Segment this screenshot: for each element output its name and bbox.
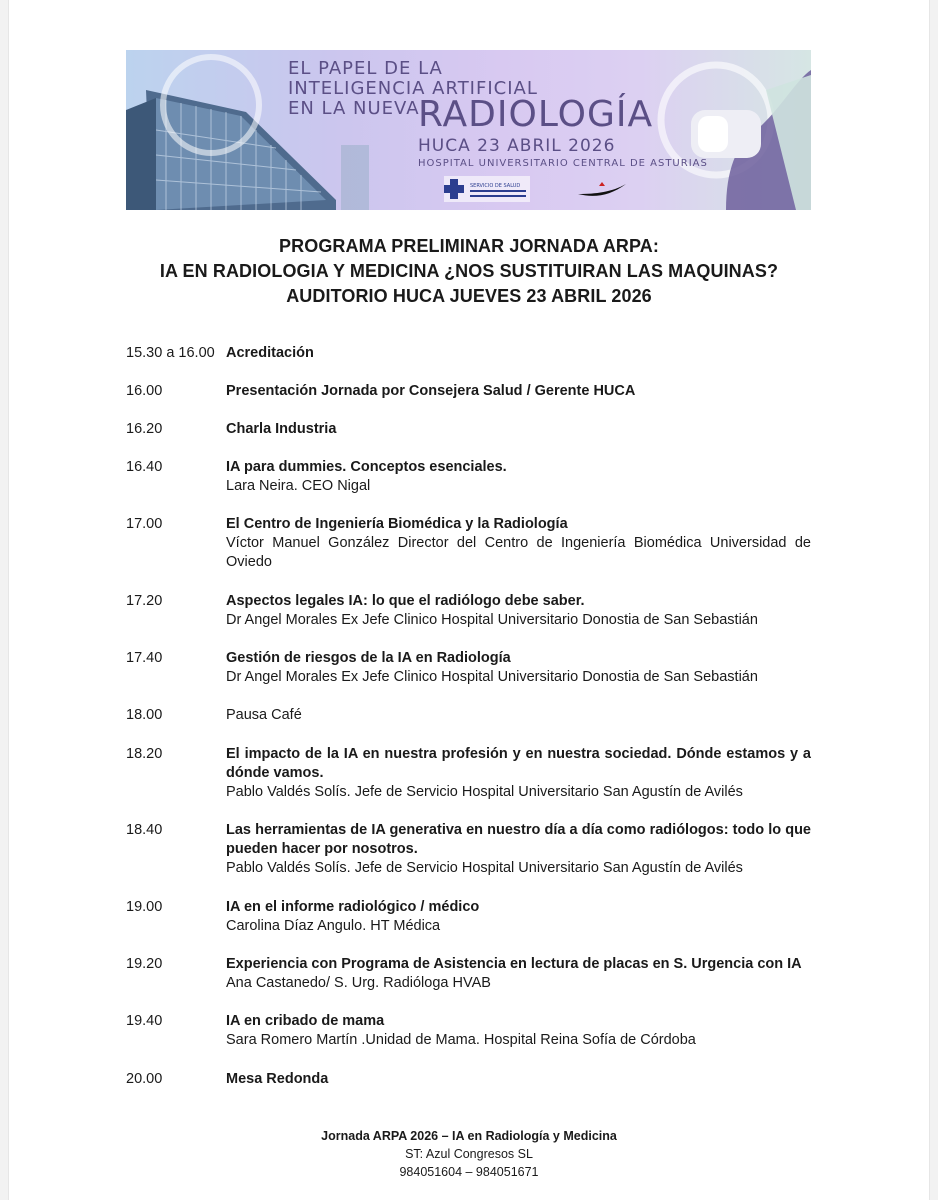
- page-edge-left: [0, 0, 9, 1200]
- arpa-logo: [576, 178, 628, 200]
- footer-secretariat: ST: Azul Congresos SL: [405, 1147, 533, 1161]
- session-title: Gestión de riesgos de la IA en Radiología: [226, 650, 511, 666]
- session-title: Las herramientas de IA generativa en nuestro día a día como radiólogos: todo lo que pueden hacer por nosotros.: [226, 822, 811, 857]
- program-subtitle: IA EN RADIOLOGIA Y MEDICINA ¿NOS SUSTITUIRAN LAS MAQUINAS?: [159, 261, 779, 281]
- footer-phones: 984051604 – 984051671: [399, 1165, 539, 1179]
- session-speaker: Lara Neira. CEO Nigal: [226, 478, 371, 494]
- session-title: Mesa Redonda: [226, 1071, 329, 1087]
- session-title: El impacto de la IA en nuestra profesión y en nuestra sociedad. Dónde estamos y a dónde vamos.: [226, 746, 811, 781]
- event-banner: [126, 50, 811, 210]
- schedule-time: 16.20: [126, 421, 163, 437]
- session-title: IA en cribado de mama: [226, 1013, 385, 1029]
- session-title: Acreditación: [226, 345, 314, 361]
- schedule-time: 17.00: [126, 516, 163, 532]
- schedule-time: 16.00: [126, 383, 163, 399]
- banner-line1: EL PAPEL DE LA: [288, 58, 443, 79]
- banner-line3: EN LA NUEVA: [288, 98, 420, 119]
- session-title: Presentación Jornada por Consejera Salud / Gerente HUCA: [226, 383, 636, 399]
- session-speaker: Dr Angel Morales Ex Jefe Clinico Hospital Universitario Donostia de San Sebastián: [226, 669, 758, 685]
- footer-event-name: Jornada ARPA 2026 – IA en Radiología y Medicina: [321, 1129, 617, 1143]
- session-speaker: Pablo Valdés Solís. Jefe de Servicio Hospital Universitario San Agustín de Avilés: [226, 784, 743, 800]
- schedule-time: 16.40: [126, 459, 163, 475]
- schedule-time: 18.40: [126, 822, 163, 838]
- session-speaker: Dr Angel Morales Ex Jefe Clinico Hospital Universitario Donostia de San Sebastián: [226, 612, 758, 628]
- schedule-time: 19.20: [126, 956, 163, 972]
- session-title: Charla Industria: [226, 421, 337, 437]
- session-title: Experiencia con Programa de Asistencia en lectura de placas en S. Urgencia con IA: [226, 956, 802, 972]
- servicio-salud-logo-text: SERVICIO DE SALUD: [470, 183, 521, 189]
- session-speaker: Víctor Manuel González Director del Centro de Ingeniería Biomédica Universidad de Oviedo: [226, 535, 811, 570]
- session-speaker: Pablo Valdés Solís. Jefe de Servicio Hospital Universitario San Agustín de Avilés: [226, 860, 743, 876]
- banner-date: HUCA 23 ABRIL 2026: [418, 136, 616, 156]
- program-venue-date: AUDITORIO HUCA JUEVES 23 ABRIL 2026: [286, 286, 652, 306]
- schedule-time: 17.20: [126, 593, 163, 609]
- session-title: Pausa Café: [226, 707, 302, 723]
- schedule-time: 19.40: [126, 1013, 163, 1029]
- banner-line2: INTELIGENCIA ARTIFICIAL: [288, 78, 538, 99]
- session-title: IA para dummies. Conceptos esenciales.: [226, 459, 507, 475]
- schedule-time: 15.30 a 16.00: [126, 345, 215, 361]
- session-title: IA en el informe radiológico / médico: [226, 899, 480, 915]
- banner-hospital: HOSPITAL UNIVERSITARIO CENTRAL DE ASTURIAS: [418, 158, 708, 169]
- schedule-time: 20.00: [126, 1071, 163, 1087]
- session-title: Aspectos legales IA: lo que el radiólogo debe saber.: [226, 593, 585, 609]
- program-title: PROGRAMA PRELIMINAR JORNADA ARPA:: [279, 236, 659, 256]
- servicio-salud-logo: [444, 176, 530, 202]
- session-speaker: Sara Romero Martín .Unidad de Mama. Hospital Reina Sofía de Córdoba: [226, 1032, 696, 1048]
- schedule-time: 19.00: [126, 899, 163, 915]
- session-speaker: Carolina Díaz Angulo. HT Médica: [226, 918, 441, 934]
- page-edge-right: [929, 0, 938, 1200]
- banner-radiologia: RADIOLOGÍA: [418, 94, 654, 135]
- session-title: El Centro de Ingeniería Biomédica y la Radiología: [226, 516, 568, 532]
- session-speaker: Ana Castanedo/ S. Urg. Radióloga HVAB: [226, 975, 491, 991]
- schedule-time: 18.00: [126, 707, 163, 723]
- schedule-time: 18.20: [126, 746, 163, 762]
- schedule-time: 17.40: [126, 650, 163, 666]
